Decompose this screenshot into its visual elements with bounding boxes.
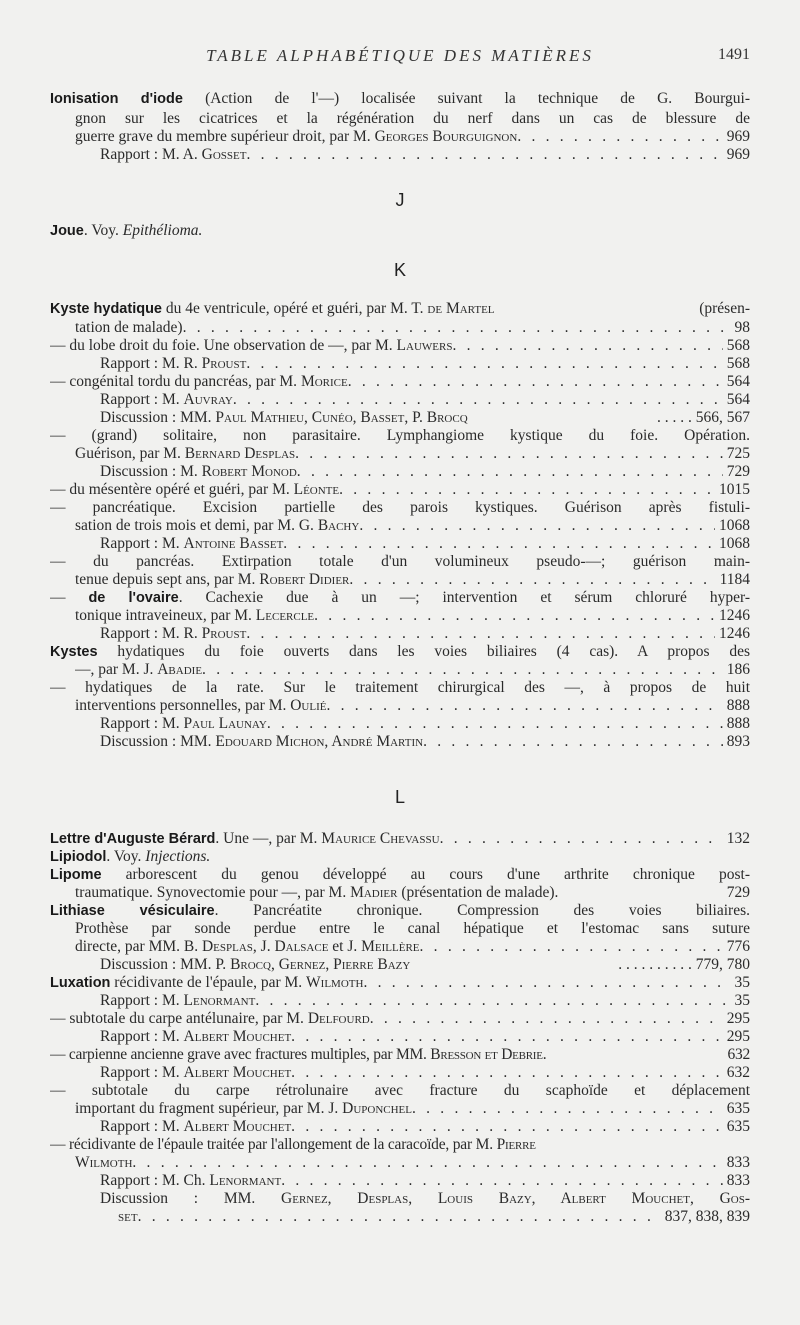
entry-line: interventions personnelles, par M. Oulié . . . 888 (75, 697, 750, 715)
entry-line: Rapport : M. Ch. Lenormant . . . 833 (100, 1172, 750, 1190)
page-ref: . . . . . . . . . . 779, 780 (618, 956, 750, 973)
index-entry-kyste: Kyste hydatique du 4e ventricule, opéré et guéri, par M. T. de Martel (présen- (50, 300, 750, 317)
entry-keyword: Lipome (50, 867, 102, 883)
author-name: Gosset (201, 146, 247, 163)
index-entry-lithiase: Lithiase vésiculaire. Pancréatite chronique. Compression des voies biliaires. (50, 902, 750, 919)
entry-line: Rapport : M. Paul Launay . . . 888 (100, 715, 750, 733)
author-name: de Martel (427, 300, 495, 317)
page-ref: 888 (726, 715, 750, 732)
page-ref: 729 (726, 884, 750, 901)
page-ref: 837, 838, 839 (664, 1208, 750, 1225)
entry-line: — (grand) solitaire, non parasitaire. Lymphangiome kystique du foie. Opération. (50, 427, 750, 444)
entry-line: — du pancréas. Extirpation totale d'un volumineux pseudo-—; guérison main- (50, 553, 750, 570)
entry-line: directe, par MM. B. Desplas, J. Dalsace et J. Meillère . . . 776 (75, 938, 750, 956)
entry-line: — carpienne ancienne grave avec fractures multiples, par MM. Bresson et Debrie. 632 (50, 1046, 750, 1063)
entry-line: — congénital tordu du pancréas, par M. Morice . . . 564 (50, 373, 750, 391)
entry-line: tenue depuis sept ans, par M. Robert Didier . . . 1184 (75, 571, 750, 589)
page-ref: 1068 (719, 535, 750, 552)
page-ref: 568 (726, 337, 750, 354)
entry-keyword: de l'ovaire (88, 590, 179, 606)
entry-continuation: gnon sur les cicatrices et la régénération du nerf dans un cas de blessure de (75, 110, 750, 127)
page-ref: 1246 (719, 607, 750, 624)
page-ref: 632 (727, 1046, 750, 1063)
entry-line: Discussion : MM. P. Brocq, Gernez, Pierre Bazy . . . . . . . . . . 779, 780 (100, 956, 750, 973)
entry-line: guerre grave du membre supérieur droit, par M. Georges Bourguignon . . . 969 (75, 128, 750, 146)
entry-keyword: Joue (50, 223, 84, 239)
entry-line: — pancréatique. Excision partielle des parois kystiques. Guérison après fistuli- (50, 499, 750, 516)
page-ref: 632 (726, 1064, 750, 1081)
index-entry-lettre: Lettre d'Auguste Bérard. Une —, par M. Maurice Chevassu . . . 132 (50, 830, 750, 848)
entry-line: Rapport : M. Albert Mouchet . . . 632 (100, 1064, 750, 1082)
entry-keyword: Kyste hydatique (50, 301, 162, 317)
entry-line: — subtotale du carpe rétrolunaire avec fracture du scaphoïde et déplacement (50, 1082, 750, 1099)
page-ref: 35 (734, 974, 750, 991)
page-ref: 132 (726, 830, 750, 847)
entry-line: — du mésentère opéré et guéri, par M. Léonte . . . 1015 (50, 481, 750, 499)
page-ref: 564 (726, 391, 750, 408)
page-ref: 969 (726, 128, 750, 145)
entry-line: — du lobe droit du foie. Une observation de —, par M. Lauwers . . . 568 (50, 337, 750, 355)
entry-line: —, par M. J. Abadie . . . 186 (75, 661, 750, 679)
entry-line: Rapport : M. R. Proust . . . 568 (100, 355, 750, 373)
entry-keyword: Ionisation d'iode (50, 91, 183, 107)
entry-line: Wilmoth . . . 833 (75, 1154, 750, 1172)
section-letter-j: J (395, 190, 405, 210)
entry-keyword: Kystes (50, 644, 98, 660)
page-ref: 186 (726, 661, 750, 678)
entry-line: set . . . 837, 838, 839 (118, 1208, 750, 1226)
entry-line: tation de malade) . . . 98 (75, 319, 750, 337)
author-name: Georges Bourguignon (374, 128, 518, 145)
page-ref: 833 (726, 1154, 750, 1171)
page-ref: 635 (726, 1100, 750, 1117)
page-ref: 568 (726, 355, 750, 372)
page-ref: 295 (726, 1028, 750, 1045)
entry-line: Discussion : M. Robert Monod . . . 729 (100, 463, 750, 481)
entry-line: Rapport : M. Albert Mouchet . . . 295 (100, 1028, 750, 1046)
entry-line: — de l'ovaire. Cachexie due à un —; intervention et sérum chloruré hyper- (50, 589, 750, 606)
page-ref: 833 (726, 1172, 750, 1189)
entry-line: Rapport : M. Auvray . . . 564 (100, 391, 750, 409)
entry-line: — récidivante de l'épaule traitée par l'allongement de la caracoïde, par M. Pierre (50, 1136, 536, 1153)
page-ref: 729 (726, 463, 750, 480)
index-entry-luxation: Luxation récidivante de l'épaule, par M. Wilmoth . . . 35 (50, 974, 750, 992)
running-header-title: TABLE ALPHABÉTIQUE DES MATIÈRES (206, 46, 594, 65)
page-ref: 1068 (719, 517, 750, 534)
entry-line: — hydatiques de la rate. Sur le traitement chirurgical des —, à propos de huit (50, 679, 750, 696)
page-ref: 1246 (719, 625, 750, 642)
page-number: 1491 (718, 46, 750, 63)
page-ref: 893 (726, 733, 750, 750)
page-ref: 295 (726, 1010, 750, 1027)
page-ref: 1184 (719, 571, 750, 588)
entry-line: Discussion : MM. Gernez, Desplas, Louis Bazy, Albert Mouchet, Gos- (100, 1190, 750, 1207)
entry-line: Rapport : M. A. Gosset . . . 969 (100, 146, 750, 164)
index-entry-joue: Joue. Voy. Epithélioma. (50, 222, 203, 239)
entry-keyword: Luxation (50, 975, 111, 991)
entry-keyword: Lipiodol (50, 849, 107, 865)
page-ref: 35 (734, 992, 750, 1009)
entry-keyword: Lithiase vésiculaire (50, 903, 215, 919)
page-ref: 776 (726, 938, 750, 955)
entry-line: Discussion : MM. Edouard Michon, André Martin . . . 893 (100, 733, 750, 751)
entry-line: Guérison, par M. Bernard Desplas . . . 725 (75, 445, 750, 463)
entry-line: Rapport : M. Lenormant . . . 35 (100, 992, 750, 1010)
entry-line: tonique intraveineux, par M. Lecercle . . . 1246 (75, 607, 750, 625)
page-ref: 969 (726, 146, 750, 163)
entry-line: sation de trois mois et demi, par M. G. Bachy . . . 1068 (75, 517, 750, 535)
entry-keyword: Lettre d'Auguste Bérard (50, 831, 216, 847)
entry-line: important du fragment supérieur, par M. J. Duponchel . . . 635 (75, 1100, 750, 1118)
index-entry-kystes: Kystes hydatiques du foie ouverts dans les voies biliaires (4 cas). A propos des (50, 643, 750, 660)
section-letter-l: L (394, 787, 405, 807)
page-ref: 564 (726, 373, 750, 390)
page-ref: 98 (734, 319, 750, 336)
entry-line: Rapport : M. R. Proust . . . 1246 (100, 625, 750, 643)
entry-line: Rapport : M. Antoine Basset . . . 1068 (100, 535, 750, 553)
entry-line: Discussion : MM. Paul Mathieu, Cunéo, Basset, P. Brocq . . . . . 566, 567 (100, 409, 750, 426)
entry-line: — subtotale du carpe antélunaire, par M. Delfourd . . . 295 (50, 1010, 750, 1028)
entry-line: Prothèse par sonde perdue entre le canal hépatique et l'estomac sans suture (75, 920, 750, 937)
index-entry-ionisation (50, 90, 750, 108)
entry-line: Rapport : M. Albert Mouchet . . . 635 (100, 1118, 750, 1136)
entry-line: traumatique. Synovectomie pour —, par M. Madier (présentation de malade). 729 (75, 884, 750, 901)
entry-text: (Action de l'—) localisée suivant la technique de G. Bourgui- (205, 90, 750, 107)
page-ref: . . . . . 566, 567 (657, 409, 750, 426)
index-entry-lipome: Lipome arborescent du genou développé au cours d'une arthrite chronique post- (50, 866, 750, 883)
page-ref: 888 (726, 697, 750, 714)
page-ref: 1015 (719, 481, 750, 498)
section-letter-k: K (393, 260, 406, 280)
page-ref: 635 (726, 1118, 750, 1135)
index-entry-lipiodol: Lipiodol. Voy. Injections. (50, 848, 211, 865)
page-ref: 725 (726, 445, 750, 462)
